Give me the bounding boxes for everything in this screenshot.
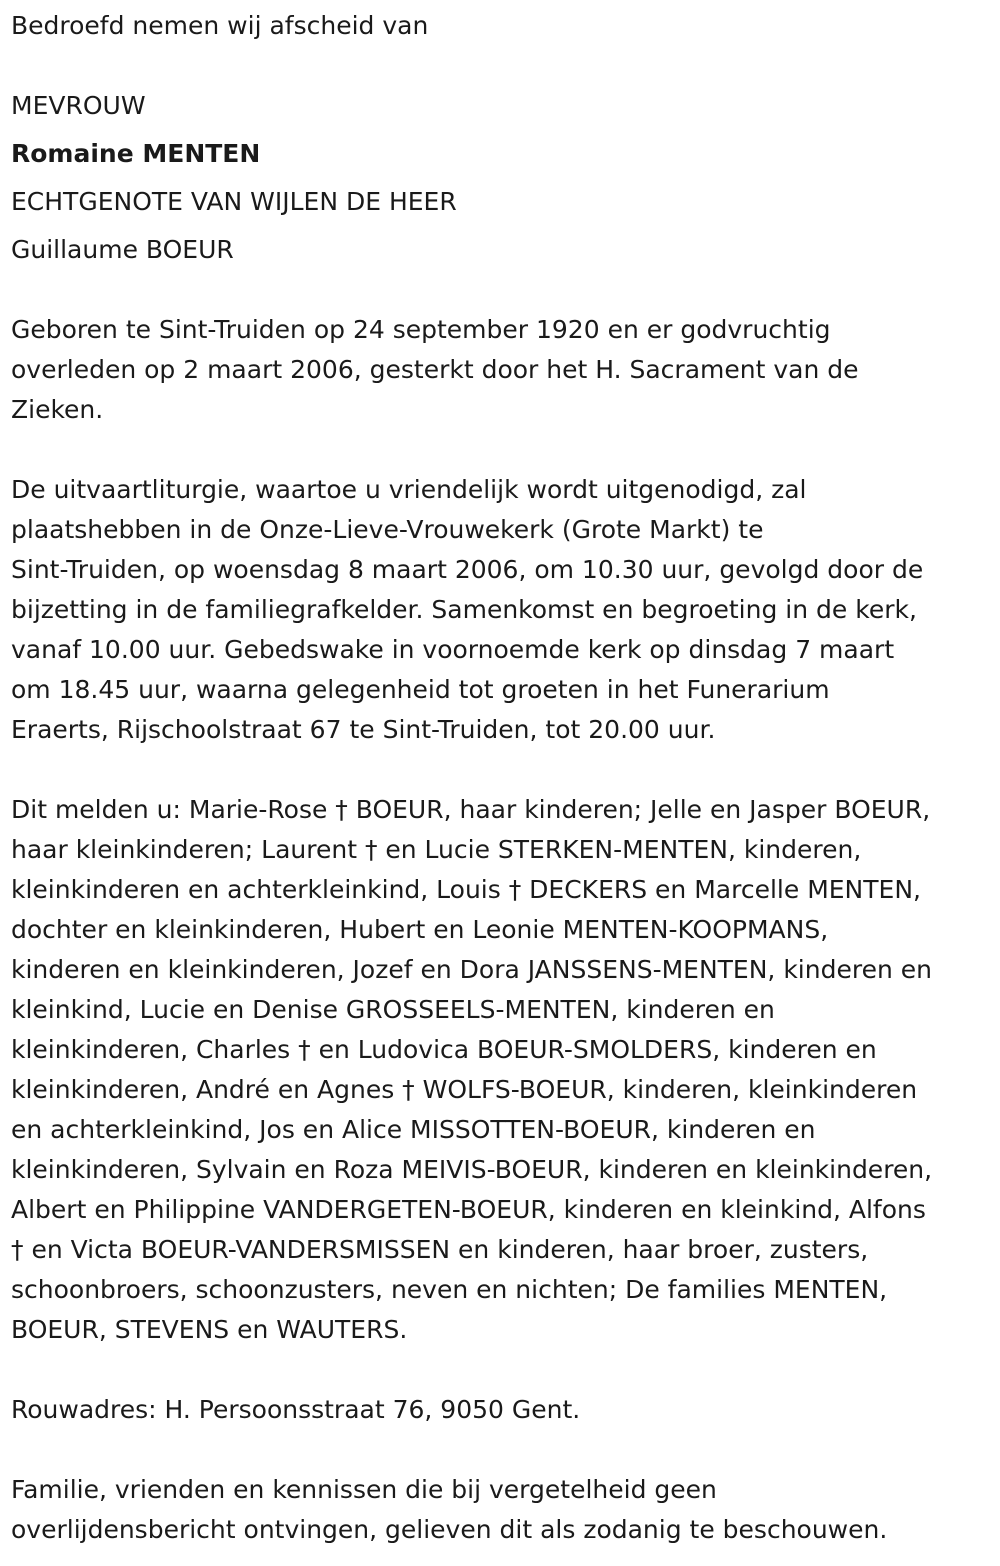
paragraph-line: Eraerts, Rijschoolstraat 67 te Sint-Truiden, tot 20.00 uur.	[11, 715, 716, 744]
paragraph-line: vanaf 10.00 uur. Gebedswake in voornoemde kerk op dinsdag 7 maart	[11, 635, 895, 664]
paragraph-line: Albert en Philippine VANDERGETEN-BOEUR, kinderen en kleinkind, Alfons	[11, 1195, 926, 1224]
intro-text: Bedroefd nemen wij afscheid van	[11, 11, 429, 40]
birth-death-paragraph	[11, 310, 993, 430]
paragraph-line: kleinkinderen, Charles † en Ludovica BOEUR-SMOLDERS, kinderen en	[11, 1035, 877, 1064]
paragraph-line: bijzetting in de familiegrafkelder. Samenkomst en begroeting in de kerk,	[11, 595, 917, 624]
paragraph-line: Familie, vrienden en kennissen die bij vergetelheid geen	[11, 1475, 717, 1504]
paragraph-line: plaatshebben in de Onze-Lieve-Vrouwekerk (Grote Markt) te	[11, 515, 764, 544]
paragraph-line: Sint-Truiden, op woensdag 8 maart 2006, om 10.30 uur, gevolgd door de	[11, 555, 924, 584]
closing-paragraph	[11, 1470, 993, 1550]
spouse-name: Guillaume BOEUR	[11, 235, 234, 264]
paragraph-line: om 18.45 uur, waarna gelegenheid tot groeten in het Funerarium	[11, 675, 830, 704]
paragraph-line: dochter en kleinkinderen, Hubert en Leonie MENTEN-KOOPMANS,	[11, 915, 829, 944]
family-paragraph	[11, 790, 993, 1350]
funeral-paragraph	[11, 470, 993, 750]
paragraph-line: † en Victa BOEUR-VANDERSMISSEN en kinderen, haar broer, zusters,	[11, 1235, 869, 1264]
paragraph-line: schoonbroers, schoonzusters, neven en nichten; De families MENTEN,	[11, 1275, 888, 1304]
paragraph-line: haar kleinkinderen; Laurent † en Lucie STERKEN-MENTEN, kinderen,	[11, 835, 862, 864]
paragraph-line: Geboren te Sint-Truiden op 24 september 1920 en er godvruchtig	[11, 315, 831, 344]
paragraph-line: Zieken.	[11, 395, 104, 424]
paragraph-line: kinderen en kleinkinderen, Jozef en Dora JANSSENS-MENTEN, kinderen en	[11, 955, 932, 984]
paragraph-line: kleinkinderen en achterkleinkind, Louis † DECKERS en Marcelle MENTEN,	[11, 875, 921, 904]
title-line: MEVROUW	[11, 91, 146, 120]
paragraph-line: overlijdensbericht ontvingen, gelieven dit als zodanig te beschouwen.	[11, 1515, 888, 1544]
spouse-title: ECHTGENOTE VAN WIJLEN DE HEER	[11, 187, 457, 216]
paragraph-line: en achterkleinkind, Jos en Alice MISSOTTEN-BOEUR, kinderen en	[11, 1115, 816, 1144]
paragraph-line: overleden op 2 maart 2006, gesterkt door het H. Sacrament van de	[11, 355, 859, 384]
paragraph-line: kleinkind, Lucie en Denise GROSSEELS-MENTEN, kinderen en	[11, 995, 775, 1024]
paragraph-line: De uitvaartliturgie, waartoe u vriendelijk wordt uitgenodigd, zal	[11, 475, 807, 504]
paragraph-line: Dit melden u: Marie-Rose † BOEUR, haar kinderen; Jelle en Jasper BOEUR,	[11, 795, 931, 824]
paragraph-line: kleinkinderen, André en Agnes † WOLFS-BOEUR, kinderen, kleinkinderen	[11, 1075, 918, 1104]
deceased-name: Romaine MENTEN	[11, 139, 261, 168]
paragraph-line: BOEUR, STEVENS en WAUTERS.	[11, 1315, 408, 1344]
mourning-address: Rouwadres: H. Persoonsstraat 76, 9050 Gent.	[11, 1395, 581, 1424]
paragraph-line: kleinkinderen, Sylvain en Roza MEIVIS-BOEUR, kinderen en kleinkinderen,	[11, 1155, 933, 1184]
